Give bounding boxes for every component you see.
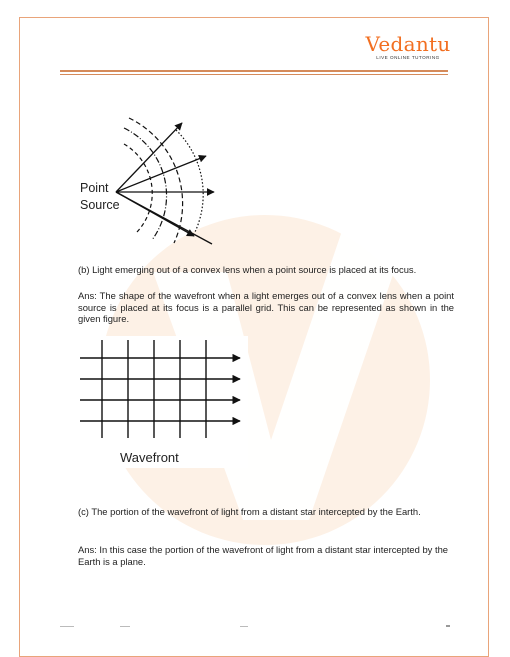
wavefront-arcs bbox=[124, 118, 203, 243]
point-source-label-line2: Source bbox=[80, 198, 120, 212]
question-c: (c) The portion of the wavefront of light from a distant star intercepted by the Earth. bbox=[78, 506, 421, 517]
question-b: (b) Light emerging out of a convex lens when a point source is placed at its focus. bbox=[78, 264, 417, 275]
logo-wordmark: Vedantu bbox=[365, 32, 451, 56]
vedantu-logo bbox=[362, 34, 454, 60]
header-rule-bottom bbox=[60, 74, 448, 75]
answer-c: Ans: In this case the portion of the wavefront of light from a distant star intercepted by the Earth is a plane. bbox=[78, 544, 448, 567]
parallel-wavefront-figure bbox=[78, 336, 248, 468]
horizontal-rays bbox=[80, 358, 240, 421]
header-rule-top bbox=[60, 70, 448, 72]
footer-marks bbox=[0, 624, 510, 630]
logo-tagline: LIVE ONLINE TUTORING bbox=[376, 55, 440, 60]
point-source-label-line1: Point bbox=[80, 181, 109, 195]
answer-b: Ans: The shape of the wavefront when a light emerges out of a convex lens when a point source is placed at its focus is a parallel grid. This can be represented as shown in the given figure. bbox=[78, 290, 454, 325]
vertical-wavefronts bbox=[102, 340, 206, 438]
wavefront-label: Wavefront bbox=[120, 450, 179, 465]
